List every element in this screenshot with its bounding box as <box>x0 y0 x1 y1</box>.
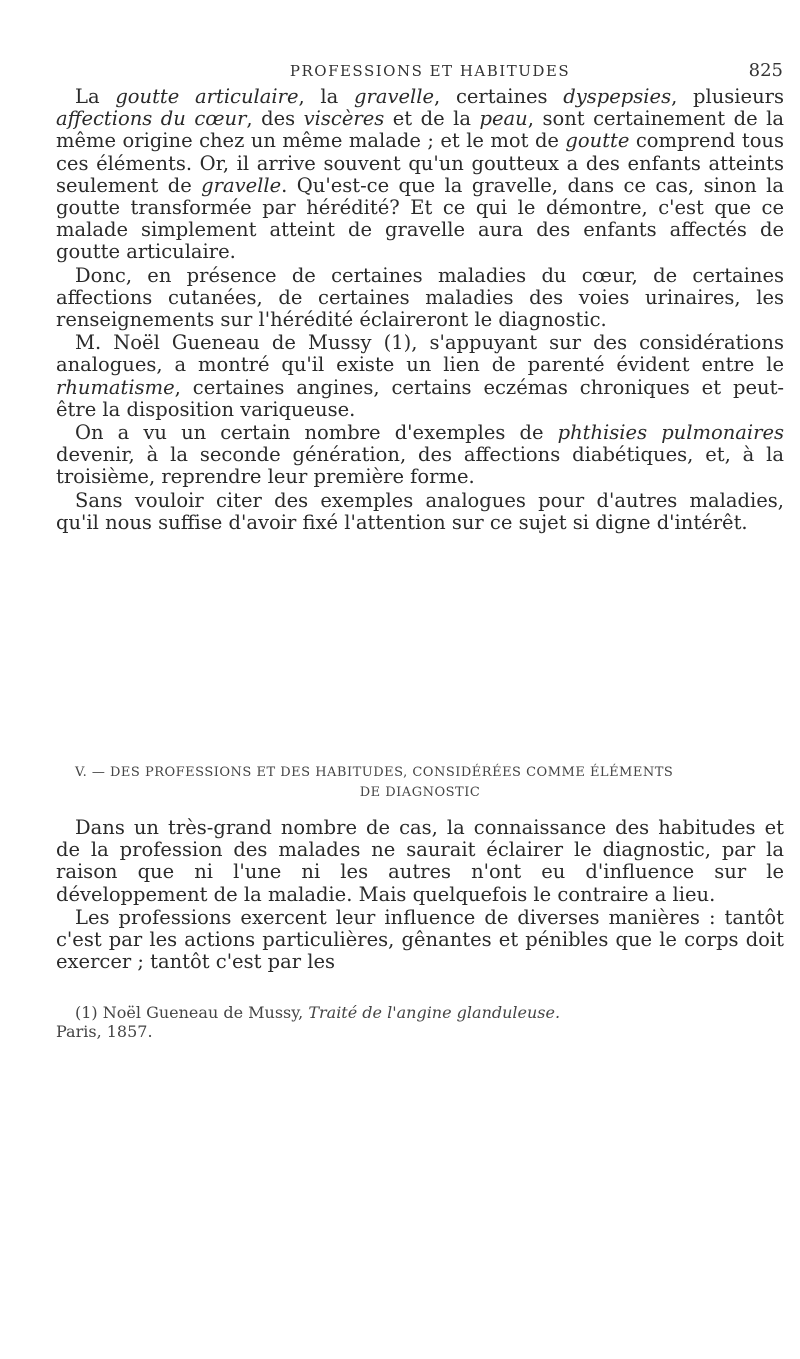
main-text <box>56 86 784 534</box>
text-run: devenir, à la seconde génération, des affections diabétiques, et, à la troisième, reprendre leur première forme. <box>56 443 784 489</box>
text-run: et de la <box>384 107 480 131</box>
italic-run: gravelle <box>201 173 282 197</box>
section-text <box>56 817 784 973</box>
paragraph-3 <box>56 332 784 421</box>
section-heading-line-2: DE DIAGNOSTIC <box>359 785 481 800</box>
footnote <box>56 1003 784 1041</box>
paragraph-1 <box>56 86 784 264</box>
italic-run: gravelle <box>354 85 435 108</box>
text-run: , sont certainement de la même origine chez un même malade ; et le mot de <box>56 107 784 153</box>
text-run: Sans vouloir citer des exemples analogues pour d'autres maladies, qu'il nous suffise d'avoir fixé l'attention sur ce sujet si digne d'intérêt. <box>56 488 784 534</box>
section-heading <box>56 763 784 803</box>
paragraph-7 <box>56 907 784 974</box>
page-number: 825 <box>748 60 783 81</box>
italic-run: peau <box>479 107 528 131</box>
footnote-imprint: Paris, 1857. <box>56 1022 153 1041</box>
text-run: M. Noël Gueneau de Mussy (1), s'appuyant sur des considérations analogues, a montré qu'il existe un lien de parenté évident entre le <box>56 331 784 377</box>
text-run: On a vu un certain nombre d'exemples de <box>75 421 558 445</box>
paragraph-4 <box>56 422 784 489</box>
italic-run: goutte articulaire <box>115 85 299 108</box>
text-run: , des <box>246 107 304 131</box>
text-run: Dans un très-grand nombre de cas, la connaissance des habitudes et de la profession des malades ne saurait éclairer le diagnostic, par la raison que ni l'une ni les autres n'ont eu d'influence sur le développement de la maladie. Mais quelquefois le contraire a lieu. <box>56 816 784 906</box>
paragraph-2 <box>56 265 784 332</box>
footnote-title: Traité de l'angine glanduleuse. <box>308 1003 561 1022</box>
footnote-marker: (1) <box>75 1003 98 1022</box>
italic-run: viscères <box>303 107 385 131</box>
italic-run: affections du cœur <box>56 107 247 131</box>
text-run: . Qu'est-ce que la gravelle, dans ce cas, sinon la goutte transformée par hérédité? Et ce qui le démontre, c'est que ce malade simplement atteint de gravelle aura des enfants affectés de goutte articulaire. <box>56 173 784 264</box>
footnote-author: Noël Gueneau de Mussy, <box>102 1003 304 1022</box>
paragraph-5 <box>56 490 784 534</box>
text-run: , certaines <box>434 85 564 108</box>
italic-run: rhumatisme <box>56 375 175 399</box>
running-title: PROFESSIONS ET HABITUDES <box>289 62 571 80</box>
text-run: Les professions exercent leur influence de diverses manières : tantôt c'est par les actions particulières, gênantes et pénibles que le corps doit exercer ; tantôt c'est par les <box>56 905 784 974</box>
text-run: , la <box>298 85 355 108</box>
text-run: comprend tous ces éléments. Or, il arrive souvent qu'un goutteux a des enfants atteints seulement de <box>56 129 785 197</box>
text-run: , plusieurs <box>671 85 784 108</box>
italic-run: goutte <box>565 129 630 153</box>
italic-run: phthisies pulmonaires <box>557 421 784 445</box>
text-run: Donc, en présence de certaines maladies du cœur, de certaines affections cutanées, de certaines maladies des voies urinaires, les renseignements sur l'hérédité éclaireront le diagnostic. <box>56 263 784 332</box>
section-heading-line-1: V. — DES PROFESSIONS ET DES HABITUDES, CONSIDÉRÉES COMME ÉLÉMENTS <box>75 765 674 780</box>
text-run: La <box>75 85 116 108</box>
text-run: , certaines angines, certains eczémas chroniques et peut-être la disposition variqueuse. <box>56 375 784 421</box>
paragraph-6 <box>56 817 784 906</box>
italic-run: dyspepsies <box>563 85 672 108</box>
